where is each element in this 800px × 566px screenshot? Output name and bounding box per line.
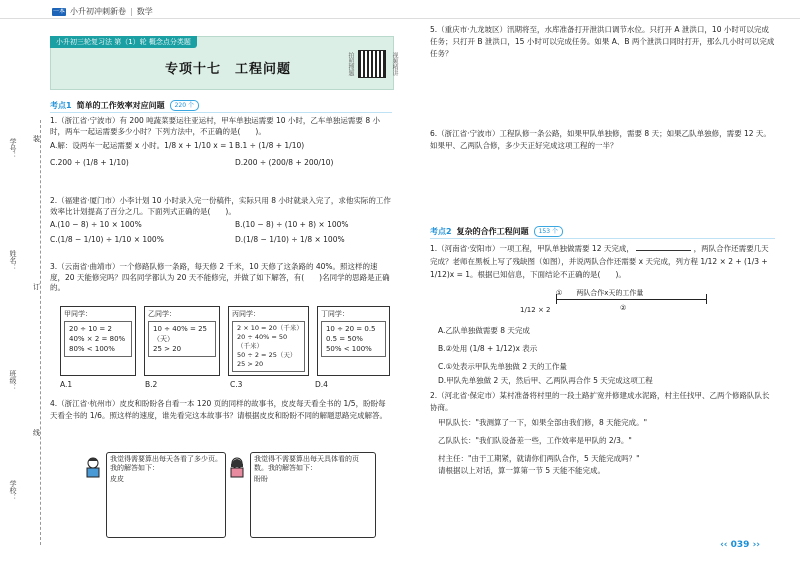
q2-stem: 2.（福建省·厦门市）小李计划 10 小时录入完一份稿件，实际只用 8 小时就录入完了，求他实际的工作效率比计划提高了百分之几。下面列式正确的是( )。	[50, 196, 391, 216]
q2-option-c[interactable]: C.(1/8 − 1/10) ÷ 1/10 × 100%	[50, 234, 164, 244]
p1-stem-part2: ，两队合作还需要几天完成？老师在黑板上写了残缺图（如图），并说两队合作还需要 x 天完成，列方程 1/12 × 2 + (1/3 + 1/12)x = 1。根据已知信息，下面结论不正确的是( )。	[430, 244, 769, 279]
q3-box-ding-name: 丁同学：	[320, 310, 349, 318]
panpan-avatar-icon	[228, 456, 246, 478]
kd1-title: 简单的工作效率对应问题	[76, 100, 165, 110]
q3-box-yi-work	[148, 321, 216, 357]
question-1	[50, 116, 392, 168]
p1-options	[438, 324, 778, 388]
q3-jia-line: 40% × 2 = 80%	[69, 335, 126, 343]
p1-diagram	[520, 288, 710, 324]
kd1-underline	[50, 112, 392, 113]
student-info-spine	[6, 120, 20, 560]
kd2-question-2	[430, 390, 775, 477]
p1-option-d[interactable]: D.甲队先单独做 2 天，然后甲、乙两队再合作 5 天完成这项工程	[438, 376, 653, 385]
q3-yi-line: 10 ÷ 40% = 25（天）	[153, 325, 208, 343]
knowledge-point-2	[430, 224, 775, 239]
kd2-title: 复杂的合作工程问题	[456, 226, 529, 236]
q3-ding-line: 10 ÷ 20 = 0.5	[325, 325, 376, 333]
q3-jia-line: 80% < 100%	[69, 345, 115, 353]
kd1-count-badge: 220 个	[170, 100, 199, 111]
q3-option-b[interactable]: B.2	[145, 380, 158, 389]
kd2-count-badge: 153 个	[534, 226, 563, 237]
p2-yi-quote: 乙队队长："我们队设备差一些，工作效率是甲队的 2/3。"	[438, 436, 632, 445]
q6-stem: 6.（浙江省·宁波市）工程队修一条公路，如果甲队单独修，需要 8 天；如果乙队单独修，需要 12 天。如果甲、乙两队合修，多少天正好完成这项工程的一半？	[430, 129, 771, 150]
p2-jia-quote: 甲队队长："我测算了一下，如果全部由我们修，8 天能完成。"	[438, 418, 648, 427]
q1-options-row-1	[50, 141, 392, 152]
kd1-header	[50, 98, 392, 112]
q1-option-a[interactable]: A.解：设两车一起运需要 x 小时。1/8 x + 1/10 x = 1	[50, 141, 234, 150]
q1-option-b[interactable]: B.1 ÷ (1/8 + 1/10)	[235, 141, 305, 150]
qr-caption-right: 视频精讲	[391, 52, 398, 76]
q1-stem: 1.（浙江省·宁波市）有 200 吨蔬菜要运往亚运村，甲车单独运需要 10 小时，乙车单独运需要 8 小时，两车一起运需要多少小时？下列方法中，不正确的是( )。	[50, 116, 380, 136]
q2-option-d[interactable]: D.(1/8 − 1/10) ÷ 1/8 × 100%	[235, 234, 345, 244]
q3-bing-line: 25 > 20	[237, 360, 264, 368]
kd2-label: 考点2	[430, 226, 452, 236]
question-4	[50, 398, 392, 422]
question-6	[430, 128, 775, 152]
q5-stem: 5.（重庆市·九龙坡区）汛期将至，水库准备打开泄洪口调节水位。只打开 A 泄洪口，10 小时可以完成任务；只打开 B 泄洪口，15 小时可以完成任务。如果 A、B 两个泄洪口同时打开，那么几小时可以完成任务？	[430, 25, 775, 58]
pipi-speech: 我觉得需要算出每天各看了多少页。我的解答如下：	[110, 455, 222, 472]
q3-ding-line: 0.5 = 50%	[325, 335, 363, 343]
q3-box-ding-work	[321, 321, 386, 357]
p1-blank[interactable]	[636, 250, 691, 251]
p1-option-c[interactable]: C.①处表示甲队先单独做 2 天的工作量	[438, 362, 567, 371]
question-2	[50, 196, 392, 245]
q3-box-jia	[60, 306, 136, 376]
class-label: 班级：	[9, 370, 17, 391]
q3-box-yi	[144, 306, 220, 376]
pipi-avatar-icon	[84, 456, 102, 478]
q3-box-jia-work	[64, 321, 132, 357]
q3-bing-line: 2 × 10 = 20（千米）	[237, 324, 303, 332]
binding-mark-2: 订	[33, 283, 40, 291]
q3-box-bing	[228, 306, 309, 376]
page-number	[720, 540, 760, 550]
diagram-tick-start	[556, 294, 557, 304]
book-brand: 一本 小升初冲刺新卷 | 数学	[52, 7, 153, 16]
binding-mark-3: 线	[33, 429, 40, 437]
diagram-bottom-label: ②	[620, 304, 627, 312]
q3-box-jia-name: 甲同学：	[64, 310, 92, 318]
q2-option-b[interactable]: B.(10 − 8) ÷ (10 + 8) × 100%	[235, 220, 349, 229]
binding-line	[40, 120, 41, 545]
binding-mark-1: 装	[33, 135, 40, 143]
p2-stem: 2.（河北省·保定市）某村准备将村里的一段土路扩宽并修建成水泥路，村主任找甲、乙两个修路队队长协商。	[430, 391, 770, 412]
q2-options-row-2	[50, 235, 392, 246]
next-page-icon[interactable]: ››	[749, 540, 760, 550]
q3-jia-line: 20 ÷ 10 = 2	[69, 325, 112, 333]
q3-stem: 3.（云南省·曲靖市）一个修路队修一条路，每天修 2 千米，10 天修了这条路的 40%。照这样的速度，20 天能修完吗？四名同学都认为 20 天不能修完，并做了如下解答，有( )名同学的思路是正确的。	[50, 262, 390, 292]
qr-caption-left: 拍照搜题	[347, 52, 354, 76]
q3-box-bing-work	[232, 321, 305, 372]
panpan-answer-box[interactable]	[250, 452, 376, 538]
q3-options	[60, 380, 390, 391]
p2-ask: 请根据以上对话，算一算第一节 5 天能不能完成。	[438, 466, 606, 475]
p1-option-b[interactable]: B.②处用 (1/8 + 1/12)x 表示	[438, 344, 538, 353]
series-name: 小升初冲刺新卷	[70, 7, 126, 16]
page-number-value: 039	[730, 540, 750, 550]
q3-option-a[interactable]: A.1	[60, 380, 73, 389]
q3-box-ding	[317, 306, 390, 376]
kd2-underline	[430, 238, 775, 239]
q1-options-row-2	[50, 158, 392, 169]
pipi-name: 皮皮	[110, 475, 124, 483]
diagram-tick-end	[706, 294, 707, 304]
question-5	[430, 24, 775, 60]
prev-page-icon[interactable]: ‹‹	[720, 540, 731, 550]
q4-stem: 4.（浙江省·杭州市）皮皮和盼盼各自看一本 120 页的同样的故事书，皮皮每天看全书的 1/5，盼盼每天看全书的 1/6。照这样的速度，谁先看完这本故事书？请根据皮皮和盼盼不同的解题思路完成解答。	[50, 399, 387, 420]
p1-option-a[interactable]: A.乙队单独做需要 8 天完成	[438, 326, 530, 335]
kd2-question-1	[430, 242, 775, 281]
q4-answer-area	[84, 452, 384, 542]
p2-chief-quote: 村主任："由于工期紧，就请你们两队合作，5 天能完成吗？"	[438, 454, 640, 463]
brand-logo: 一本	[52, 7, 65, 15]
school-label: 学校：	[9, 480, 17, 501]
q3-option-c[interactable]: C.3	[230, 380, 243, 389]
student-name-label: 姓名：	[9, 250, 17, 271]
panpan-name: 盼盼	[254, 475, 268, 483]
q1-option-d[interactable]: D.200 ÷ (200/8 + 200/10)	[235, 157, 334, 167]
q2-option-a[interactable]: A.(10 − 8) ÷ 10 × 100%	[50, 220, 142, 229]
q3-bing-line: 50 ÷ 2 = 25（天）	[237, 351, 297, 359]
diagram-top-label: ① 两队合作x天的工作量	[556, 289, 644, 297]
q3-bing-line: 20 ÷ 40% = 50（千米）	[237, 333, 288, 350]
top-divider	[0, 18, 800, 19]
kd1-label: 考点1	[50, 100, 72, 110]
banner-ribbon: 小升初三轮复习法 第（1）轮 概念点分类题	[50, 36, 197, 48]
student-number-label: 学号：	[9, 138, 17, 159]
diagram-bar-line	[556, 299, 706, 300]
knowledge-point-1	[50, 98, 392, 113]
qr-code-icon[interactable]	[358, 50, 386, 78]
q3-box-yi-name: 乙同学：	[148, 310, 176, 318]
q3-ding-line: 50% < 100%	[325, 345, 372, 353]
topic-title: 专项十七 工程问题	[165, 62, 292, 77]
q2-options-row-1	[50, 220, 392, 231]
question-3	[50, 262, 392, 294]
q3-yi-line: 25 > 20	[153, 345, 182, 353]
q3-solution-boxes	[60, 306, 390, 376]
q3-box-bing-name: 丙同学：	[232, 310, 260, 318]
panpan-speech: 我觉得不需要算出每天具体看的页数。我的解答如下：	[254, 455, 359, 472]
kd2-header	[430, 224, 775, 238]
diagram-left-label: 1/12 × 2	[520, 306, 551, 314]
q3-option-d[interactable]: D.4	[315, 380, 328, 389]
subject-name: 数学	[136, 7, 153, 16]
pipi-answer-box[interactable]	[106, 452, 226, 538]
q1-option-c[interactable]: C.200 ÷ (1/8 + 1/10)	[50, 157, 129, 167]
p1-stem-part1: 1.（河南省·安阳市）一项工程，甲队单独做需要 12 天完成，	[430, 244, 634, 253]
